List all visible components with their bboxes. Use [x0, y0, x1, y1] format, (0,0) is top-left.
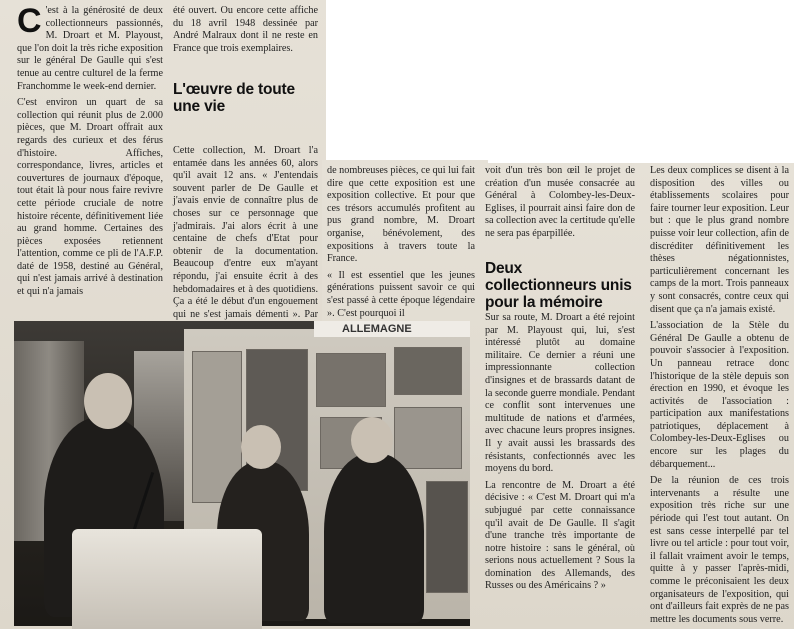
article-column-2-bottom: [173, 145, 318, 320]
oeuvre-paragraph: Cette collection, M. Droart l'a entamée dans les années 60, alors qu'il avait 12 ans. « J'entendais souvent parler de De Gaulle et j'avais envie de connaître plus de choses sur ce personnage que j'admirais. J'ai alors écrit à une centaine de chefs d'Etat pour obtenir de la documentation. Beaucoup d'entre eux m'ayant répondu, j'ai ensuite écrit à des hebdomadaires et à des quotidiens. Ça a été le début d'un engouement qui ne s'est jamais démenti ». Par: [173, 145, 318, 320]
display-panel: [316, 353, 386, 407]
display-panel: [394, 347, 462, 395]
subheadline-oeuvre: L'œuvre de toute une vie: [173, 81, 295, 115]
article-column-1: [17, 2, 163, 321]
drop-cap: C: [17, 2, 42, 40]
exhibition-photo: [14, 321, 470, 626]
donation-paragraph: de nombreuses pièces, ce qui lui fait dire que cette exposition est une exposition collective. Et pour que ces trésors accumulés profitent au pus grand nombre, M. Droart organise, bénévolement, des expositions à travers toute la France.: [327, 165, 475, 265]
article-column-4-bottom: [485, 312, 635, 624]
conclusion-paragraph: De la réunion de ces trois intervenants a résulte une exposition très riche sur une période qui l'est tout autant. On est sans cesse interpellé par tel livre ou tel article : pour tout voir, il fallait vraiment avoir le temps, quitte à y passer l'après-midi, comme le préconisaient les deux organisateurs de l'exposition, qui ont d'ailleurs fait exprès de ne pas mettre les documents sous verre.: [650, 475, 789, 625]
photo-banner: ALLEMAGNE: [314, 321, 470, 337]
display-panel: [426, 481, 468, 593]
article-column-3: [327, 165, 475, 325]
collection-paragraph: C'est environ un quart de sa collection qui réunit plus de 2.000 pièces, que M. Droart offrait aux regards des curieux et des férus d'histoire. Affiches, correspondance, livres, articles et couvertures de journaux d'époque, tout était là pour nous faire revivre cette période cruciale de notre histoire récente, définitivement liée au grand homme. Certaines des pièces exposées retiennent l'attention, comme ce pli de l'A.F.P. daté de 1958, destiné au Général, qui n'est jamais arrivé à destination et qui n'a jamais: [17, 97, 163, 298]
quote-paragraph: « Il est essentiel que les jeunes générations puissent savoir ce qui s'est passé à cette époque légendaire ». C'est pourquoi il: [327, 269, 475, 319]
man-center-head: [241, 425, 281, 469]
intro-paragraph: C 'est à la générosité de deux collectionneurs passionnés, M. Droart et M. Playoust, que l'on doit la très riche exposition sur le général De Gaulle qui s'est tenue au centre culturel de la ferme Franchomme le week-end dernier.: [17, 2, 163, 92]
article-column-4-top: [485, 165, 635, 245]
museum-paragraph: voit d'un très bon œil le projet de création d'un musée consacrée au Général à Colombey-les-Deux-Eglises, il pourrait ainsi faire don de sa collection avec la certitude qu'elle ne sera pas éparpillée.: [485, 165, 635, 239]
playoust-paragraph: Sur sa route, M. Droart a été rejoint par M. Playoust qui, lui, s'est intéressé plutôt au domaine militaire. Ce dernier a réuni une impressionnante collection d'insignes et de brassards datant de la seconde guerre mondiale. Pendant ce conflit sont intervenues une multitude de nations et d'armées, avec chacune leurs propres insignes. Il y avait aussi les brassards des résistants, confectionnés avec les moyens du bord.: [485, 312, 635, 475]
article-column-5: [650, 165, 789, 625]
association-paragraph: L'association de la Stèle du Général De Gaulle a obtenu de pouvoir s'associer à l'exposition. Un panneau retrace donc l'historique de la stèle depuis son érection en 1990, et évoque les activités de l'association : participation aux manifestations patriotiques, déplacement à Colombey-les-Deux-Eglises ou encore sur les plages du débarquement...: [650, 320, 789, 470]
rencontre-paragraph: La rencontre de M. Droart a été décisive : « C'est M. Droart qui m'a subjugué par cette connaissance qu'il avait de De Gaulle. Il s'agit d'une tranche très importante de notre histoire : sans le général, où serions nous actuellement ? Sous la domination des Allemands, des Russes ou des Américains ? »: [485, 479, 635, 592]
subheadline-deux-collectionneurs: Deux collectionneurs unis pour la mémoire: [485, 260, 632, 311]
complices-paragraph: Les deux complices se disent à la disposition des villes ou établissements scolaires pour faire tourner leur exposition. Leur but : que le plus grand nombre puisse voir leur collection, afin de discréditer définitivement les thèses négationnistes, particulièrement concernant les camps de la mort. Trois panneaux y sont consacrés, contre ceux qui disent que ça n'a jamais existé.: [650, 165, 789, 315]
article-column-2-top: [173, 5, 318, 85]
display-panel: [394, 407, 462, 469]
speaker-head: [84, 373, 132, 429]
podium: [72, 529, 262, 629]
man-right-silhouette: [324, 453, 424, 623]
man-right-head: [351, 417, 393, 463]
poster-paragraph: été ouvert. Ou encore cette affiche du 18 avril 1948 dessinée par André Malraux dont il ne reste en France que trois exemplaires.: [173, 5, 318, 54]
